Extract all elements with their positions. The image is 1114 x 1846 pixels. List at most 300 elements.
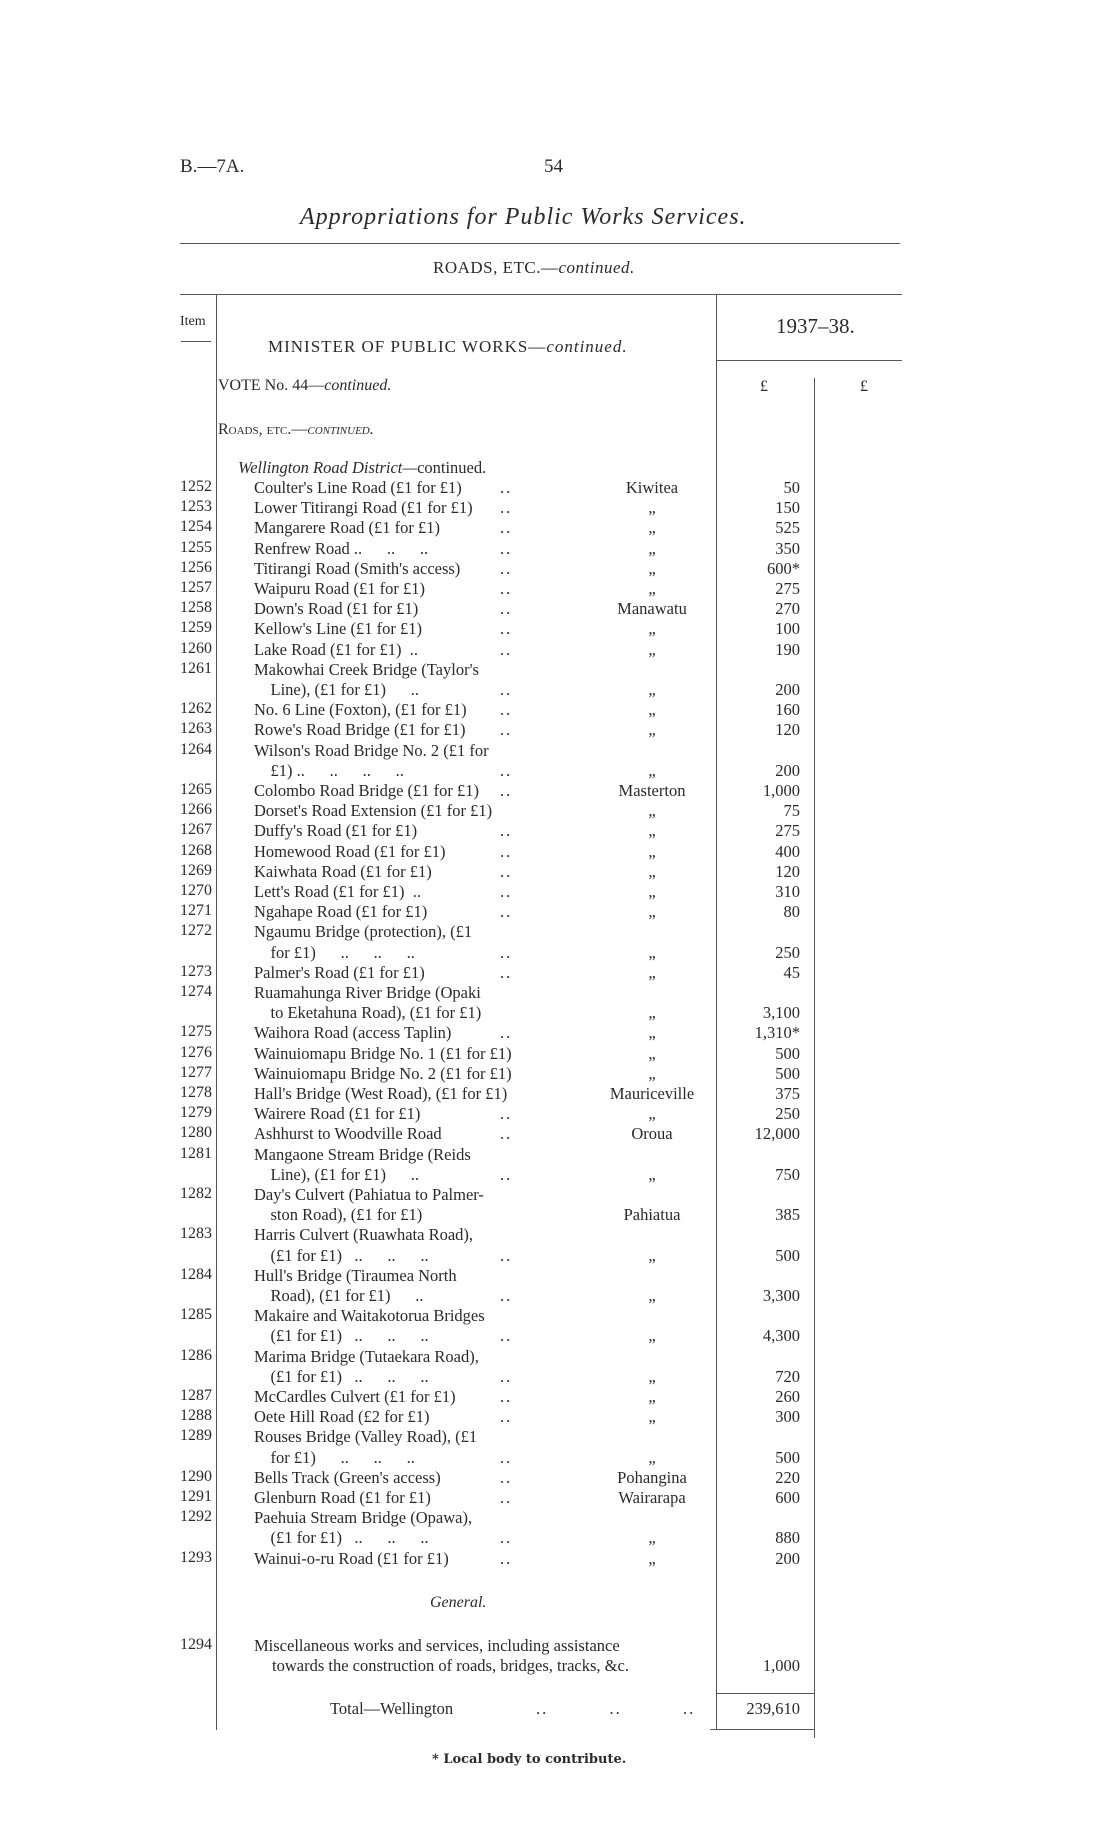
item-location: „ bbox=[648, 1528, 656, 1548]
item-number: 1260 bbox=[180, 639, 212, 657]
item-amount: 3,300 bbox=[762, 1286, 800, 1305]
item-amount: 120 bbox=[775, 720, 800, 740]
table-row bbox=[0, 700, 1114, 720]
item-description: Paehuia Stream Bridge (Opawa), bbox=[254, 1508, 473, 1528]
item-description: Ngaumu Bridge (protection), (£1 bbox=[254, 922, 473, 942]
item-description: Makaire and Waitakotorua Bridges bbox=[254, 1306, 485, 1326]
item-description: McCardles Culvert (£1 for £1) bbox=[254, 1387, 456, 1406]
item-description: Wairere Road (£1 for £1) bbox=[254, 1104, 421, 1124]
item-amount: 3,100 bbox=[762, 1003, 800, 1023]
item-number: 1277 bbox=[180, 1063, 212, 1081]
leader-dots: .. bbox=[500, 498, 513, 518]
item-location: „ bbox=[648, 639, 656, 659]
item-description: Lower Titirangi Road (£1 for £1) bbox=[254, 498, 473, 518]
item-location: „ bbox=[648, 841, 656, 861]
item-number: 1279 bbox=[180, 1104, 212, 1122]
leader-dots: .. bbox=[500, 781, 513, 800]
item-description: Rouses Bridge (Valley Road), (£1 bbox=[254, 1427, 478, 1447]
leader-dots: .. bbox=[500, 1407, 513, 1427]
item-number: 1273 bbox=[180, 962, 212, 980]
item-location: „ bbox=[648, 680, 656, 699]
table-row bbox=[0, 1104, 1114, 1124]
table-row bbox=[0, 761, 1114, 781]
table-row bbox=[0, 1286, 1114, 1306]
item-location: „ bbox=[648, 1245, 656, 1265]
item-description: Lett's Road (£1 for £1) .. bbox=[254, 882, 422, 901]
item-description: Line), (£1 for £1) .. bbox=[254, 1164, 419, 1184]
table-row bbox=[0, 1044, 1114, 1064]
item-location: „ bbox=[648, 1286, 656, 1305]
item-number: 1271 bbox=[180, 902, 212, 920]
item-location: „ bbox=[648, 1326, 656, 1346]
leader-dots: .. bbox=[500, 1548, 513, 1568]
item-amount: 200 bbox=[775, 680, 800, 699]
item-description: Titirangi Road (Smith's access) bbox=[254, 558, 461, 578]
subtitle-continued: continued. bbox=[558, 258, 635, 277]
table-row bbox=[0, 1326, 1114, 1346]
table-row bbox=[0, 1145, 1114, 1165]
minister-heading bbox=[268, 337, 628, 357]
item-description: Renfrew Road .. .. .. bbox=[254, 538, 429, 558]
leader-dots: .. bbox=[500, 518, 513, 538]
item-amount: 260 bbox=[775, 1387, 800, 1406]
table-row bbox=[0, 801, 1114, 821]
table-row bbox=[0, 1306, 1114, 1326]
item-number: 1284 bbox=[180, 1265, 212, 1283]
table-row bbox=[0, 1023, 1114, 1043]
item-number: 1259 bbox=[180, 619, 212, 637]
item-location: Kiwitea bbox=[625, 478, 679, 497]
subtitle-main: ROADS, ETC.— bbox=[433, 258, 559, 277]
table-row bbox=[0, 741, 1114, 761]
table-row bbox=[0, 1468, 1114, 1488]
section-subtitle bbox=[433, 258, 635, 278]
item-amount: 12,000 bbox=[754, 1124, 800, 1144]
item-description: Kaiwhata Road (£1 for £1) bbox=[254, 861, 432, 881]
item-amount: 500 bbox=[775, 1063, 800, 1083]
item-number: 1288 bbox=[180, 1407, 212, 1425]
minister-heading-main: MINISTER OF PUBLIC WORKS— bbox=[268, 337, 547, 356]
item-description: Day's Culvert (Pahiatua to Palmer- bbox=[254, 1185, 484, 1204]
district-heading bbox=[238, 458, 486, 478]
item-location: Manawatu bbox=[617, 599, 687, 619]
leader-dots: .. bbox=[500, 1447, 513, 1467]
table-row bbox=[0, 1266, 1114, 1286]
item-location: „ bbox=[648, 1366, 656, 1386]
table-row bbox=[0, 983, 1114, 1003]
item-location: Oroua bbox=[631, 1124, 673, 1144]
item-amount: 200 bbox=[775, 1548, 800, 1568]
item-amount: 4,300 bbox=[762, 1326, 800, 1346]
general-description-line2: towards the construction of roads, bridges, tracks, &c. bbox=[272, 1656, 629, 1675]
item-location: „ bbox=[648, 1387, 656, 1406]
item-description: £1) .. .. .. .. bbox=[254, 760, 404, 780]
item-description: Lake Road (£1 for £1) .. bbox=[254, 639, 419, 659]
item-number: 1268 bbox=[180, 841, 212, 859]
total-top-rule bbox=[716, 1693, 814, 1694]
district-heading-continued: continued. bbox=[417, 458, 487, 477]
item-description: Mangarere Road (£1 for £1) bbox=[254, 518, 441, 538]
item-description: Mangaone Stream Bridge (Reids bbox=[254, 1144, 471, 1164]
table-row bbox=[0, 1528, 1114, 1548]
table-row bbox=[0, 963, 1114, 983]
item-description: (£1 for £1) .. .. .. bbox=[254, 1326, 429, 1346]
total-leader-dots: .. .. .. bbox=[536, 1699, 696, 1718]
leader-dots: .. bbox=[500, 882, 513, 901]
item-location: „ bbox=[648, 538, 656, 558]
item-location: Pohangina bbox=[617, 1467, 687, 1487]
item-description: (£1 for £1) .. .. .. bbox=[254, 1245, 429, 1265]
item-number: 1261 bbox=[180, 659, 212, 677]
item-amount: 250 bbox=[775, 942, 800, 962]
table-row bbox=[0, 1064, 1114, 1084]
item-amount: 160 bbox=[775, 700, 800, 720]
leader-dots: .. bbox=[500, 1104, 513, 1124]
item-description: Bells Track (Green's access) bbox=[254, 1467, 441, 1487]
table-row bbox=[0, 1367, 1114, 1387]
table-row bbox=[0, 781, 1114, 801]
item-description: Ngahape Road (£1 for £1) bbox=[254, 902, 428, 922]
item-description: Dorset's Road Extension (£1 for £1) bbox=[254, 801, 493, 821]
leader-dots: .. bbox=[500, 680, 513, 699]
item-amount: 525 bbox=[775, 518, 800, 538]
item-number: 1293 bbox=[180, 1548, 212, 1566]
item-number: 1276 bbox=[180, 1043, 212, 1061]
item-number: 1272 bbox=[180, 922, 212, 940]
item-description: Wainuiomapu Bridge No. 1 (£1 for £1) bbox=[254, 1043, 512, 1063]
item-location: Wairarapa bbox=[618, 1488, 686, 1507]
year-heading: 1937–38. bbox=[776, 314, 855, 338]
table-row bbox=[0, 1407, 1114, 1427]
table-row bbox=[0, 680, 1114, 700]
table-row bbox=[0, 943, 1114, 963]
table-row bbox=[0, 478, 1114, 498]
item-amount: 750 bbox=[775, 1164, 800, 1184]
item-number: 1253 bbox=[180, 498, 212, 516]
item-number: 1282 bbox=[180, 1185, 212, 1202]
item-location: „ bbox=[648, 579, 656, 598]
item-location: Pahiatua bbox=[623, 1205, 681, 1225]
item-amount: 275 bbox=[775, 579, 800, 598]
table-row bbox=[0, 559, 1114, 579]
item-number: 1285 bbox=[180, 1306, 212, 1324]
table-row bbox=[0, 498, 1114, 518]
leader-dots: .. bbox=[500, 902, 513, 922]
table-row bbox=[0, 1508, 1114, 1528]
item-number: 1266 bbox=[180, 801, 212, 819]
item-description: Down's Road (£1 for £1) bbox=[254, 599, 419, 619]
item-location: „ bbox=[648, 700, 656, 720]
item-description: Hull's Bridge (Tiraumea North bbox=[254, 1265, 457, 1285]
leader-dots: .. bbox=[500, 1164, 513, 1184]
item-amount: 500 bbox=[775, 1245, 800, 1265]
item-description: Marima Bridge (Tutaekara Road), bbox=[254, 1346, 479, 1366]
item-amount: 385 bbox=[775, 1205, 800, 1225]
table-row bbox=[0, 1448, 1114, 1468]
table-row bbox=[0, 660, 1114, 680]
item-number: 1283 bbox=[180, 1225, 212, 1243]
item-amount: 270 bbox=[775, 599, 800, 619]
item-amount: 45 bbox=[783, 962, 800, 982]
item-description: Duffy's Road (£1 for £1) bbox=[254, 821, 418, 841]
item-number: 1287 bbox=[180, 1387, 212, 1404]
table-row bbox=[0, 518, 1114, 538]
item-description: Hall's Bridge (West Road), (£1 for £1) bbox=[254, 1084, 508, 1103]
item-amount: 375 bbox=[775, 1084, 800, 1103]
item-location: „ bbox=[648, 962, 656, 982]
table-row bbox=[0, 1084, 1114, 1104]
table-row bbox=[0, 1205, 1114, 1225]
table-row bbox=[0, 842, 1114, 862]
leader-dots: .. bbox=[500, 599, 513, 619]
item-column-header: Item bbox=[180, 314, 206, 329]
item-description: Makowhai Creek Bridge (Taylor's bbox=[254, 659, 479, 679]
item-location: „ bbox=[648, 760, 656, 780]
item-description: to Eketahuna Road), (£1 for £1) bbox=[254, 1003, 482, 1023]
table-row bbox=[0, 619, 1114, 639]
table-row bbox=[0, 902, 1114, 922]
item-description: Waihora Road (access Taplin) bbox=[254, 1023, 452, 1043]
item-description: Ashhurst to Woodville Road bbox=[254, 1124, 442, 1144]
page-title: Appropriations for Public Works Services. bbox=[300, 204, 747, 230]
item-number: 1278 bbox=[180, 1084, 212, 1101]
table-row bbox=[0, 1549, 1114, 1569]
leader-dots: .. bbox=[500, 821, 513, 841]
item-location: „ bbox=[648, 1023, 656, 1043]
item-number: 1269 bbox=[180, 861, 212, 879]
item-amount: 100 bbox=[775, 619, 800, 639]
item-description: Palmer's Road (£1 for £1) bbox=[254, 962, 425, 982]
general-item-number: 1294 bbox=[180, 1636, 212, 1653]
item-amount: 1,310* bbox=[754, 1023, 800, 1043]
item-description: for £1) .. .. .. bbox=[254, 942, 415, 962]
leader-dots: .. bbox=[500, 639, 513, 659]
item-location: „ bbox=[648, 1447, 656, 1467]
item-location: „ bbox=[648, 1548, 656, 1568]
item-location: „ bbox=[648, 1407, 656, 1427]
item-amount: 310 bbox=[775, 882, 800, 901]
table-row bbox=[0, 1185, 1114, 1205]
item-number: 1257 bbox=[180, 579, 212, 596]
title-rule bbox=[180, 243, 900, 244]
item-number: 1252 bbox=[180, 478, 212, 495]
item-number: 1290 bbox=[180, 1467, 212, 1485]
vote-heading-continued: continued. bbox=[324, 377, 392, 394]
table-row bbox=[0, 1165, 1114, 1185]
leader-dots: .. bbox=[500, 1387, 513, 1406]
item-amount: 1,000 bbox=[762, 781, 800, 800]
item-location: Mauriceville bbox=[609, 1084, 695, 1103]
table-row bbox=[0, 1003, 1114, 1023]
item-location: „ bbox=[648, 1104, 656, 1124]
leader-dots: .. bbox=[500, 1124, 513, 1144]
item-description: Wainuiomapu Bridge No. 2 (£1 for £1) bbox=[254, 1063, 512, 1083]
item-amount: 500 bbox=[775, 1447, 800, 1467]
table-row bbox=[0, 862, 1114, 882]
item-amount: 880 bbox=[775, 1528, 800, 1548]
leader-dots: .. bbox=[500, 1326, 513, 1346]
item-amount: 720 bbox=[775, 1366, 800, 1386]
roads-heading bbox=[218, 421, 374, 439]
item-amount: 600 bbox=[775, 1488, 800, 1507]
item-description: Line), (£1 for £1) .. bbox=[254, 680, 419, 699]
table-row bbox=[0, 640, 1114, 660]
minister-heading-continued: continued. bbox=[546, 337, 628, 356]
item-amount: 300 bbox=[775, 1407, 800, 1427]
leader-dots: .. bbox=[500, 558, 513, 578]
item-amount: 350 bbox=[775, 538, 800, 558]
item-description: Homewood Road (£1 for £1) bbox=[254, 841, 446, 861]
table-row bbox=[0, 579, 1114, 599]
item-location: „ bbox=[648, 821, 656, 841]
vote-heading-main: VOTE No. 44— bbox=[218, 377, 325, 394]
general-heading-text: General. bbox=[430, 1594, 487, 1611]
item-location: „ bbox=[648, 1003, 656, 1023]
leader-dots: .. bbox=[500, 1366, 513, 1386]
general-description-line1: Miscellaneous works and services, including assistance bbox=[254, 1636, 620, 1655]
item-number: 1256 bbox=[180, 558, 212, 576]
vote-heading bbox=[218, 377, 391, 395]
table-row bbox=[0, 1225, 1114, 1245]
item-amount: 400 bbox=[775, 841, 800, 861]
table-row bbox=[0, 1387, 1114, 1407]
item-number: 1267 bbox=[180, 821, 212, 839]
total-amount: 239,610 bbox=[746, 1699, 800, 1718]
table-row bbox=[0, 882, 1114, 902]
table-row bbox=[0, 1246, 1114, 1266]
item-location: Masterton bbox=[618, 781, 686, 800]
item-location: „ bbox=[648, 498, 656, 518]
leader-dots: .. bbox=[500, 538, 513, 558]
roads-heading-continued: continued. bbox=[307, 421, 374, 438]
item-number: 1270 bbox=[180, 882, 212, 899]
item-description: Wainui-o-ru Road (£1 for £1) bbox=[254, 1548, 449, 1568]
leader-dots: .. bbox=[500, 1286, 513, 1305]
table-row bbox=[0, 720, 1114, 740]
total-bottom-rule bbox=[710, 1729, 814, 1730]
item-description: for £1) .. .. .. bbox=[254, 1447, 415, 1467]
item-number: 1265 bbox=[180, 781, 212, 798]
currency-symbol-1: £ bbox=[760, 378, 768, 395]
item-location: „ bbox=[648, 1063, 656, 1083]
item-number: 1263 bbox=[180, 720, 212, 738]
district-heading-main: Wellington Road District— bbox=[238, 458, 418, 477]
item-number: 1275 bbox=[180, 1023, 212, 1041]
item-location: „ bbox=[648, 902, 656, 922]
item-description: ston Road), (£1 for £1) bbox=[254, 1205, 423, 1225]
general-amount: 1,000 bbox=[762, 1656, 800, 1675]
table-row bbox=[0, 1124, 1114, 1144]
item-description: Ruamahunga River Bridge (Opaki bbox=[254, 983, 481, 1002]
item-amount: 75 bbox=[783, 801, 800, 821]
item-description: Road), (£1 for £1) .. bbox=[254, 1286, 424, 1305]
table-row bbox=[0, 1427, 1114, 1447]
leader-dots: .. bbox=[500, 942, 513, 962]
total-label: Total—Wellington bbox=[330, 1699, 454, 1718]
page-number: 54 bbox=[544, 156, 563, 177]
table-row bbox=[0, 1488, 1114, 1508]
leader-dots: .. bbox=[500, 841, 513, 861]
item-description: Glenburn Road (£1 for £1) bbox=[254, 1488, 431, 1507]
item-number: 1262 bbox=[180, 700, 212, 718]
item-location: „ bbox=[648, 882, 656, 901]
leader-dots: .. bbox=[500, 619, 513, 639]
item-number: 1264 bbox=[180, 740, 212, 758]
item-location: „ bbox=[648, 801, 656, 821]
table-row bbox=[0, 599, 1114, 619]
item-amount: 275 bbox=[775, 821, 800, 841]
leader-dots: .. bbox=[500, 478, 513, 497]
item-description: Colombo Road Bridge (£1 for £1) bbox=[254, 781, 480, 800]
table-top-rule bbox=[180, 294, 902, 295]
leader-dots: .. bbox=[500, 760, 513, 780]
item-amount: 120 bbox=[775, 861, 800, 881]
item-description: Wilson's Road Bridge No. 2 (£1 for bbox=[254, 740, 489, 760]
item-description: No. 6 Line (Foxton), (£1 for £1) bbox=[254, 700, 467, 720]
leader-dots: .. bbox=[500, 1245, 513, 1265]
item-amount: 150 bbox=[775, 498, 800, 518]
item-location: „ bbox=[648, 558, 656, 578]
item-number: 1280 bbox=[180, 1124, 212, 1142]
item-location: „ bbox=[648, 720, 656, 740]
table-row bbox=[0, 1347, 1114, 1367]
item-number: 1274 bbox=[180, 983, 212, 1000]
leader-dots: .. bbox=[500, 1528, 513, 1548]
leader-dots: .. bbox=[500, 579, 513, 598]
item-number: 1291 bbox=[180, 1488, 212, 1505]
item-number: 1254 bbox=[180, 518, 212, 536]
document-serial: B.—7A. bbox=[180, 156, 245, 177]
item-amount: 250 bbox=[775, 1104, 800, 1124]
leader-dots: .. bbox=[500, 720, 513, 740]
item-amount: 220 bbox=[775, 1467, 800, 1487]
item-location: „ bbox=[648, 619, 656, 639]
item-number: 1286 bbox=[180, 1346, 212, 1364]
general-heading bbox=[430, 1594, 486, 1612]
footnote: * Local body to contribute. bbox=[432, 1752, 627, 1767]
item-description: Harris Culvert (Ruawhata Road), bbox=[254, 1225, 474, 1245]
item-description: (£1 for £1) .. .. .. bbox=[254, 1366, 429, 1386]
item-description: Waipuru Road (£1 for £1) bbox=[254, 579, 425, 598]
leader-dots: .. bbox=[500, 1467, 513, 1487]
item-amount: 190 bbox=[775, 639, 800, 659]
item-amount: 200 bbox=[775, 760, 800, 780]
item-amount: 50 bbox=[783, 478, 800, 497]
item-description: Coulter's Line Road (£1 for £1) bbox=[254, 478, 462, 497]
item-location: „ bbox=[648, 1043, 656, 1063]
item-amount: 80 bbox=[783, 902, 800, 922]
table-row bbox=[0, 539, 1114, 559]
item-amount: 500 bbox=[775, 1043, 800, 1063]
leader-dots: .. bbox=[500, 1023, 513, 1043]
item-number: 1289 bbox=[180, 1427, 212, 1445]
item-amount: 600* bbox=[767, 558, 800, 578]
leader-dots: .. bbox=[500, 962, 513, 982]
item-header-rule bbox=[181, 341, 211, 342]
item-number: 1255 bbox=[180, 538, 212, 556]
currency-symbol-2: £ bbox=[860, 378, 868, 395]
item-description: Kellow's Line (£1 for £1) bbox=[254, 619, 422, 639]
item-location: „ bbox=[648, 518, 656, 538]
item-description: Oete Hill Road (£2 for £1) bbox=[254, 1407, 430, 1427]
item-number: 1258 bbox=[180, 599, 212, 617]
item-location: „ bbox=[648, 942, 656, 962]
item-location: „ bbox=[648, 861, 656, 881]
table-row bbox=[0, 821, 1114, 841]
table-row bbox=[0, 922, 1114, 942]
item-number: 1281 bbox=[180, 1144, 212, 1162]
item-number: 1292 bbox=[180, 1508, 212, 1526]
